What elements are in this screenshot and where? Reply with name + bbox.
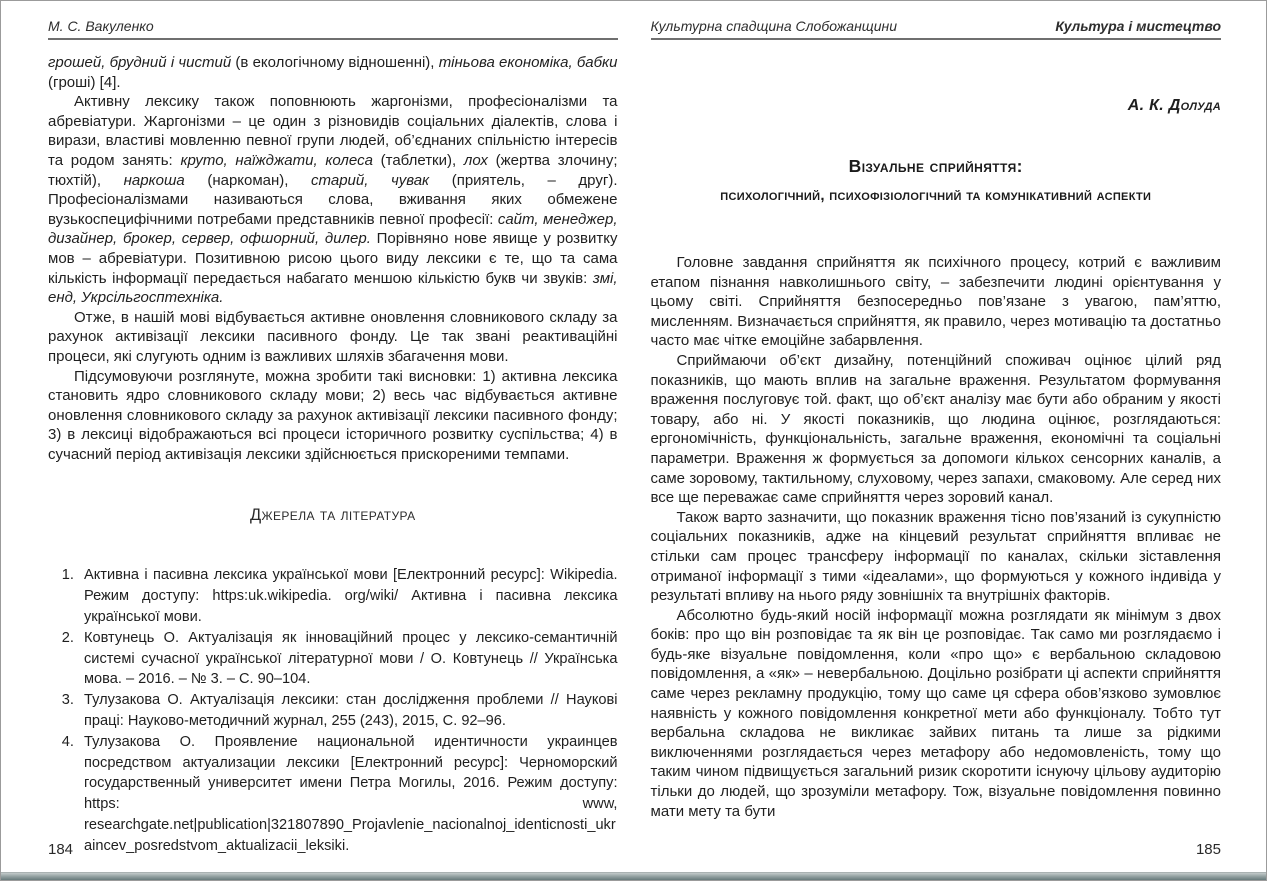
- page-right: [634, 1, 1267, 872]
- running-header-section-title: Культура і мистецтво: [1055, 18, 1221, 34]
- paragraph: Отже, в нашій мові відбувається активне оновлення словникового складу за рахунок активізації лексики пасивного фонду. Це так звані реактиваційні процеси, які слугують одним із важливих шляхів збагачення мови.: [48, 308, 618, 365]
- paragraph: Активну лексику також поповнюють жаргонізми, професіоналізми та абревіатури. Жаргонізми – це один з різновидів соціальних діалектів, слова і вирази, властиві мовленню певної групи людей, об’єднаних спільністю інтересів та родом занять: круто, наїжджати, колеса (таблетки), лох (жертва злочину; тюхтій), наркоша (наркоман), старий, чувак (приятель, – друг). Професіоналізмами називаються слова, вживання яких обмежене вузькоспецифічними потребами представників певної професії: сайт, менеджер, дизайнер, брокер, сервер, офшорний, дилер. Порівняно нове явище у розвитку мов – абревіатури. Позитивною рисою цього виду лексики є те, що та сама кількість інформації передається набагато меншою кількістю букв чи звуків: змі, енд, Укрсільгосптехніка.: [48, 93, 618, 307]
- paragraph: Сприймаючи об’єкт дизайну, потенційний споживач оцінює цілий ряд показників, що мають вплив на загальне враження. Результатом формування враження послуговує той. факт, що об’єкт аналізу має бути або обраним у якості товару, або ні. У якості показників, що людина оцінює, розглядаються: ергономічність, функціональність, загальне враження, економічні та соціальні параметри. Враження ж формується за допомоги кількох сенсорних каналів, а саме зоровому, тактильному, слуховому, через запахи, смаковому. Але серед них все ще переважає саме сприйняття через зоровий канал.: [650, 351, 1221, 507]
- article-title: [651, 150, 1222, 207]
- two-page-spread: [1, 1, 1266, 872]
- reference-item: 3. Тулузакова О. Актуалізація лексики: стан дослідження проблеми // Наукові праці: Науково-методичний журнал, 255 (243), 2015, С. 92–96.: [78, 690, 618, 732]
- page-left: [1, 1, 634, 872]
- left-body-text: [48, 53, 618, 464]
- right-running-header: [651, 18, 1222, 40]
- paragraph: Головне завдання сприйняття як психічного процесу, котрий є важливим етапом пізнання навколишнього світу, – забезпечити людині орієнтування у цьому світі. Сприйняття безпосередньо пов’язане з увагою, пам’яттю, мисленням. Визначається сприйняття, як правило, через мотивацію та достатньо часто має чітке емоційне забарвлення.: [650, 254, 1221, 350]
- reference-item: 2. Ковтунець О. Актуалізація як інноваційний процес у лексико-семантичній системі сучасної української літературної мови / О. Ковтунець // Українська мова. – 2016. – № 3. – С. 90–104.: [78, 628, 618, 690]
- paragraph: Абсолютно будь-який носій інформації можна розглядати як мінімум з двох боків: про що він розповідає та як він це розповідає. Так само ми розглядаємо і будь-яке візуальне повідомлення, коли «про що» є вербальною складовою повідомлення, а «як» – невербальною. Доцільно розібрати ці аспекти сприйняття саме через рекламну продукцію, тому що саме ця сфера обов’язково зумовлює наявність у кожного повідомлення конкретної мети або функціоналу. Тобто тут вербальна складова не викликає зайвих питань та лише за рідкими виключеннями розглядається через метафору або недомовленість, тому що таким чином підвищується загальний ризик скоротити існуючу цільову аудиторію тільки до людей, що зрозуміли метафору. Тож, візуальне повідомлення повинно мати мету та бути: [650, 606, 1221, 820]
- running-header-author-name: М. С. Вакуленко: [48, 18, 154, 34]
- right-body-text: [651, 253, 1222, 821]
- left-running-header: [48, 18, 618, 40]
- page-number-left: 184: [48, 841, 74, 858]
- article-title-line1: Візуальне сприйняття:: [848, 156, 1023, 176]
- window-bottom-edge: [1, 872, 1266, 880]
- paragraph: грошей, брудний і чистий (в екологічному відношенні), тіньова економіка, бабки (гроші) [4].: [48, 54, 618, 91]
- page-number-right: 185: [1195, 841, 1221, 858]
- article-title-line2: психологічний, психофізіологічний та комунікативний аспекти: [720, 187, 1152, 204]
- running-header-series-title: Культурна спадщина Слобожанщини: [650, 18, 897, 34]
- sources-heading: Джерела та література: [249, 506, 416, 525]
- references-list: [48, 565, 618, 856]
- article-author: А. К. Долуда: [1127, 97, 1221, 114]
- paragraph: Також варто зазначити, що показник враження тісно пов’язаний із сукупністю соціальних показників, адже на кінцевий результат сприйняття впливає не стільки сам процес трансферу інформації по каналах, скільки зіставлення отриманої інформації з тими «ідеалами», що формуються у кожного індивіда у результаті впливу на нього ряду зовнішніх та внутрішніх факторів.: [650, 508, 1221, 605]
- reference-item: 4. Тулузакова О. Проявление национальной идентичности украинцев посредством актуализации лексики [Електронний ресурс]: Черноморский государственный университет имени Петра Могилы, 2016. Режим доступу: https: www, researchgate.net|publication|321807890_Projavlenie_nacionalnoj_identicnosti_ukraincev_posredstvom_aktualizacii_leksiki.: [78, 732, 618, 857]
- paragraph: Підсумовуючи розглянуте, можна зробити такі висновки: 1) активна лексика становить ядро словникового складу мови; 2) весь час відбувається активне оновлення словникового складу за рахунок активізації лексики пасивного фонду; 3) в лексиці відображаються всі процеси історичного розвитку суспільства; 4) в сучасний період активізація лексики здійснюється прискореними темпами.: [48, 367, 618, 463]
- reference-item: 1. Активна і пасивна лексика української мови [Електронний ресурс]: Wikipedia. Режим доступу: https:uk.wikipedia. org/wiki/ Активна і пасивна лексика української мови.: [78, 565, 618, 627]
